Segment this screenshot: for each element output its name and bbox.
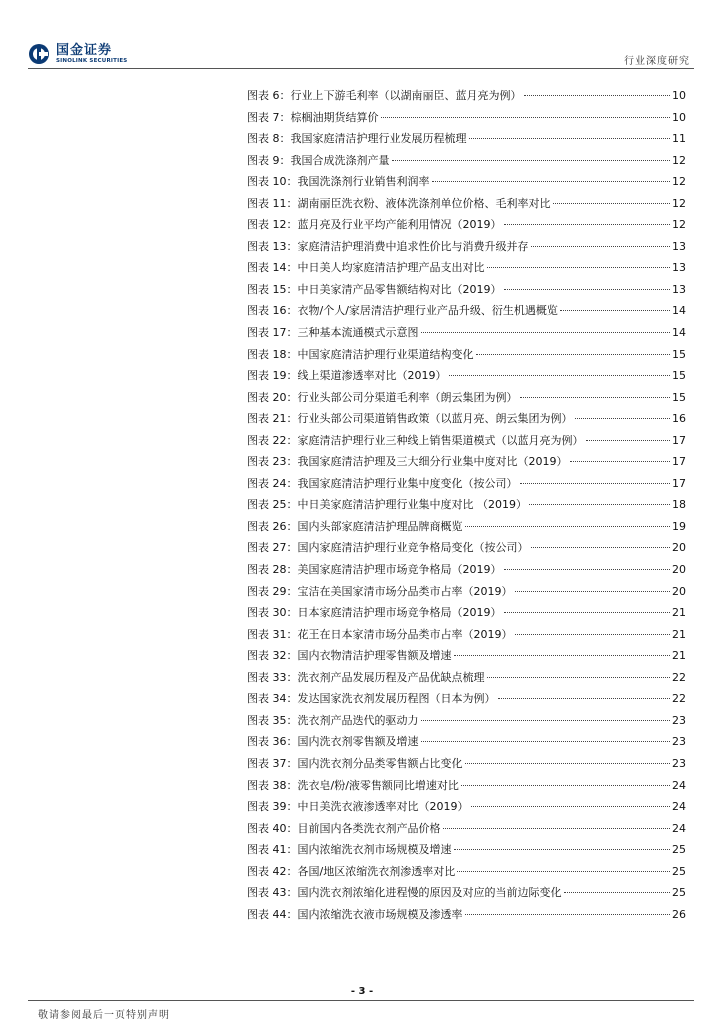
toc-entry-label: 图表 27： <box>247 541 298 555</box>
toc-dot-leader <box>421 332 671 333</box>
toc-entry[interactable] <box>247 518 686 540</box>
toc-entry[interactable] <box>247 389 686 411</box>
toc-entry-title: 家庭清洁护理消费中追求性价比与消费升级并存 <box>297 239 529 253</box>
toc-entry-label: 图表 17： <box>247 326 298 340</box>
toc-entry-title: 宝洁在美国家清市场分品类市占率（2019） <box>297 584 513 598</box>
toc-entry-title: 发达国家洗衣剂发展历程图（日本为例） <box>297 692 496 706</box>
toc-entry-label: 图表 9： <box>247 153 291 167</box>
toc-dot-leader <box>504 224 671 225</box>
toc-entry-title: 目前国内各类洗衣剂产品价格 <box>297 821 441 835</box>
toc-entry-page: 15 <box>672 369 686 383</box>
toc-entry[interactable] <box>247 906 686 928</box>
toc-entry-title: 棕榈油期货结算价 <box>290 110 379 124</box>
toc-entry-page: 10 <box>672 89 686 102</box>
toc-entry-page: 12 <box>672 175 686 189</box>
toc-entry-title: 我国家庭清洁护理行业发展历程梳理 <box>290 132 467 146</box>
logo-chinese-name: 国金证券 <box>56 42 113 58</box>
toc-entry-label: 图表 15： <box>247 282 298 296</box>
toc-entry-label: 图表 23： <box>247 455 298 469</box>
toc-entry[interactable] <box>247 647 686 669</box>
page-header <box>28 38 694 68</box>
toc-entry-label: 图表 43： <box>247 886 298 900</box>
toc-entry[interactable] <box>247 173 686 195</box>
toc-dot-leader <box>504 569 671 570</box>
toc-entry[interactable] <box>247 152 686 174</box>
page-number: - 3 - <box>350 986 374 997</box>
toc-entry-title: 我国家庭清洁护理行业集中度变化（按公司） <box>297 476 518 490</box>
toc-dot-leader <box>560 310 670 311</box>
toc-entry-title: 衣物/个人/家居清洁护理行业产品升级、衍生机遇概览 <box>297 304 558 318</box>
toc-entry-label: 图表 22： <box>247 433 298 447</box>
toc-entry-page: 12 <box>672 218 686 232</box>
toc-entry-page: 12 <box>672 153 686 167</box>
toc-entry[interactable] <box>247 561 686 583</box>
toc-entry-title: 洗衣剂产品发展历程及产品优缺点梳理 <box>297 670 485 684</box>
toc-entry-title: 国内头部家庭清洁护理品牌商概览 <box>297 519 463 533</box>
toc-dot-leader <box>454 849 671 850</box>
toc-entry-page: 16 <box>672 412 686 426</box>
toc-entry-page: 15 <box>672 390 686 404</box>
sinolink-logo-icon <box>28 43 50 65</box>
toc-entry-title: 中国家庭清洁护理行业渠道结构变化 <box>297 347 474 361</box>
toc-dot-leader <box>454 655 671 656</box>
toc-entry-page: 22 <box>672 670 686 684</box>
toc-entry-label: 图表 24： <box>247 476 298 490</box>
toc-entry[interactable] <box>247 690 686 712</box>
toc-entry-title: 中日美家清产品零售额结构对比（2019） <box>297 282 502 296</box>
toc-entry-page: 17 <box>672 433 686 447</box>
toc-entry-page: 20 <box>672 563 686 577</box>
toc-entry[interactable] <box>247 626 686 648</box>
header-divider <box>28 68 694 69</box>
toc-entry-page: 13 <box>672 282 686 296</box>
toc-entry-page: 10 <box>672 110 686 124</box>
toc-dot-leader <box>520 483 671 484</box>
toc-entry[interactable] <box>247 87 686 109</box>
toc-dot-leader <box>531 547 671 548</box>
toc-dot-leader <box>476 354 671 355</box>
toc-entry[interactable] <box>247 216 686 238</box>
toc-entry[interactable] <box>247 238 686 260</box>
toc-dot-leader <box>471 806 671 807</box>
toc-dot-leader <box>487 677 671 678</box>
toc-dot-leader <box>465 526 671 527</box>
toc-entry-page: 13 <box>672 261 686 275</box>
toc-dot-leader <box>421 720 671 721</box>
toc-entry-label: 图表 10： <box>247 175 298 189</box>
toc-entry[interactable] <box>247 281 686 303</box>
toc-entry-label: 图表 31： <box>247 627 298 641</box>
toc-entry-title: 国内洗衣剂浓缩化进程慢的原因及对应的当前边际变化 <box>297 886 562 900</box>
toc-entry-title: 我国洗涤剂行业销售利润率 <box>297 175 430 189</box>
toc-entry-title: 洗衣剂产品迭代的驱动力 <box>297 713 419 727</box>
toc-entry-page: 12 <box>672 196 686 210</box>
toc-entry-label: 图表 35： <box>247 713 298 727</box>
toc-entry-label: 图表 44： <box>247 907 298 921</box>
toc-entry-label: 图表 19： <box>247 369 298 383</box>
toc-entry-title: 行业头部公司分渠道毛利率（朗云集团为例） <box>297 390 518 404</box>
toc-dot-leader <box>586 440 671 441</box>
toc-entry-label: 图表 41： <box>247 843 298 857</box>
toc-entry-page: 23 <box>672 713 686 727</box>
toc-entry-page: 25 <box>672 864 686 878</box>
toc-entry-title: 各国/地区浓缩洗衣剂渗透率对比 <box>297 864 456 878</box>
toc-entry-page: 23 <box>672 756 686 770</box>
toc-dot-leader <box>381 117 671 118</box>
toc-entry-title: 洗衣皂/粉/液零售额同比增速对比 <box>297 778 459 792</box>
toc-entry[interactable] <box>247 496 686 518</box>
toc-entry-page: 25 <box>672 843 686 857</box>
toc-entry-page: 24 <box>672 778 686 792</box>
table-of-figures <box>247 87 686 927</box>
toc-entry-page: 21 <box>672 627 686 641</box>
toc-dot-leader <box>487 267 671 268</box>
toc-dot-leader <box>498 698 671 699</box>
toc-entry-label: 图表 42： <box>247 864 298 878</box>
toc-entry-label: 图表 34： <box>247 692 298 706</box>
toc-entry[interactable] <box>247 195 686 217</box>
toc-entry-label: 图表 33： <box>247 670 298 684</box>
toc-entry[interactable] <box>247 367 686 389</box>
toc-dot-leader <box>461 785 670 786</box>
toc-dot-leader <box>515 634 671 635</box>
toc-entry-title: 我国合成洗涤剂产量 <box>290 153 390 167</box>
toc-entry-title: 中日美家庭清洁护理行业集中度对比 （2019） <box>297 498 527 512</box>
toc-entry-title: 中日美洗衣液渗透率对比（2019） <box>297 800 469 814</box>
toc-entry[interactable] <box>247 324 686 346</box>
toc-entry-title: 国内家庭清洁护理行业竞争格局变化（按公司） <box>297 541 529 555</box>
toc-entry[interactable] <box>247 777 686 799</box>
toc-entry-page: 13 <box>672 239 686 253</box>
toc-entry-label: 图表 26： <box>247 519 298 533</box>
toc-dot-leader <box>449 375 671 376</box>
toc-entry[interactable] <box>247 755 686 777</box>
toc-entry-label: 图表 6： <box>247 89 291 102</box>
toc-entry-page: 17 <box>672 476 686 490</box>
toc-dot-leader <box>529 504 670 505</box>
toc-entry-page: 15 <box>672 347 686 361</box>
toc-dot-leader <box>524 95 671 96</box>
toc-entry[interactable] <box>247 604 686 626</box>
toc-entry[interactable] <box>247 539 686 561</box>
footer-divider <box>28 1000 694 1001</box>
toc-entry-title: 中日美人均家庭清洁护理产品支出对比 <box>297 261 485 275</box>
toc-dot-leader <box>465 763 671 764</box>
toc-entry-title: 国内洗衣剂分品类零售额占比变化 <box>297 756 463 770</box>
toc-entry-page: 14 <box>672 326 686 340</box>
toc-entry-label: 图表 36： <box>247 735 298 749</box>
toc-dot-leader <box>392 160 671 161</box>
toc-entry[interactable] <box>247 475 686 497</box>
logo-english-name: SINOLINK SECURITIES <box>56 57 128 64</box>
toc-entry-label: 图表 39： <box>247 800 298 814</box>
toc-entry[interactable] <box>247 453 686 475</box>
toc-entry-label: 图表 8： <box>247 132 291 146</box>
toc-entry-title: 家庭清洁护理行业三种线上销售渠道模式（以蓝月亮为例） <box>297 433 584 447</box>
sinolink-logo <box>28 41 127 67</box>
toc-entry[interactable] <box>247 302 686 324</box>
toc-entry-label: 图表 37： <box>247 756 298 770</box>
toc-entry[interactable] <box>247 259 686 281</box>
toc-entry-page: 14 <box>672 304 686 318</box>
toc-dot-leader <box>504 289 671 290</box>
toc-entry-label: 图表 21： <box>247 412 298 426</box>
toc-entry-label: 图表 20： <box>247 390 298 404</box>
toc-entry-title: 行业上下游毛利率（以湖南丽臣、蓝月亮为例） <box>290 89 522 102</box>
toc-entry-page: 18 <box>672 498 686 512</box>
toc-entry-title: 线上渠道渗透率对比（2019） <box>297 369 447 383</box>
toc-entry-title: 我国家庭清洁护理及三大细分行业集中度对比（2019） <box>297 455 568 469</box>
toc-dot-leader <box>520 397 671 398</box>
toc-entry-label: 图表 40： <box>247 821 298 835</box>
toc-entry-label: 图表 32： <box>247 649 298 663</box>
toc-entry-label: 图表 12： <box>247 218 298 232</box>
toc-entry[interactable] <box>247 583 686 605</box>
toc-entry-title: 国内衣物清洁护理零售额及增速 <box>297 649 452 663</box>
toc-entry[interactable] <box>247 346 686 368</box>
toc-entry-label: 图表 7： <box>247 110 291 124</box>
toc-entry[interactable] <box>247 109 686 131</box>
toc-entry-label: 图表 30： <box>247 606 298 620</box>
toc-dot-leader <box>553 203 671 204</box>
toc-entry-page: 11 <box>672 132 686 146</box>
toc-entry-title: 美国家庭清洁护理市场竞争格局（2019） <box>297 563 502 577</box>
toc-entry-title: 湖南丽臣洗衣粉、液体洗涤剂单位价格、毛利率对比 <box>297 196 551 210</box>
toc-entry-label: 图表 29： <box>247 584 298 598</box>
toc-entry-page: 22 <box>672 692 686 706</box>
toc-entry-title: 国内洗衣剂零售额及增速 <box>297 735 419 749</box>
toc-dot-leader <box>575 418 671 419</box>
toc-entry-page: 20 <box>672 584 686 598</box>
toc-dot-leader <box>564 892 671 893</box>
toc-entry-title: 日本家庭清洁护理市场竞争格局（2019） <box>297 606 502 620</box>
toc-entry[interactable] <box>247 130 686 152</box>
toc-entry-title: 国内浓缩洗衣液市场规模及渗透率 <box>297 907 463 921</box>
toc-entry-label: 图表 13： <box>247 239 298 253</box>
toc-dot-leader <box>457 871 670 872</box>
toc-entry[interactable] <box>247 884 686 906</box>
toc-entry[interactable] <box>247 410 686 432</box>
toc-entry[interactable] <box>247 863 686 885</box>
toc-entry[interactable] <box>247 733 686 755</box>
toc-dot-leader <box>465 914 671 915</box>
toc-dot-leader <box>531 246 671 247</box>
toc-entry-title: 行业头部公司渠道销售政策（以蓝月亮、朗云集团为例） <box>297 412 573 426</box>
toc-dot-leader <box>469 138 671 139</box>
toc-entry-label: 图表 16： <box>247 304 298 318</box>
toc-dot-leader <box>515 591 671 592</box>
toc-dot-leader <box>570 461 671 462</box>
toc-entry-label: 图表 14： <box>247 261 298 275</box>
toc-entry-title: 花王在日本家清市场分品类市占率（2019） <box>297 627 513 641</box>
toc-entry-page: 17 <box>672 455 686 469</box>
toc-entry[interactable] <box>247 669 686 691</box>
toc-entry-page: 21 <box>672 606 686 620</box>
toc-entry-label: 图表 28： <box>247 563 298 577</box>
toc-dot-leader <box>504 612 671 613</box>
toc-dot-leader <box>432 181 671 182</box>
toc-entry-page: 21 <box>672 649 686 663</box>
toc-entry-page: 24 <box>672 800 686 814</box>
toc-entry[interactable] <box>247 820 686 842</box>
toc-entry-page: 23 <box>672 735 686 749</box>
toc-entry[interactable] <box>247 432 686 454</box>
toc-entry-label: 图表 25： <box>247 498 298 512</box>
toc-dot-leader <box>421 741 671 742</box>
toc-entry-page: 20 <box>672 541 686 555</box>
toc-entry-label: 图表 18： <box>247 347 298 361</box>
toc-entry[interactable] <box>247 712 686 734</box>
toc-entry-page: 25 <box>672 886 686 900</box>
toc-entry-label: 图表 38： <box>247 778 298 792</box>
report-type-label: 行业深度研究 <box>624 56 690 67</box>
toc-entry-page: 19 <box>672 519 686 533</box>
toc-entry-title: 国内浓缩洗衣剂市场规模及增速 <box>297 843 452 857</box>
toc-entry[interactable] <box>247 798 686 820</box>
toc-dot-leader <box>443 828 671 829</box>
toc-entry-page: 26 <box>672 907 686 921</box>
toc-entry-page: 24 <box>672 821 686 835</box>
toc-entry[interactable] <box>247 841 686 863</box>
toc-entry-label: 图表 11： <box>247 196 298 210</box>
disclaimer-note: 敬请参阅最后一页特别声明 <box>38 1010 170 1021</box>
toc-entry-title: 三种基本流通模式示意图 <box>297 326 419 340</box>
toc-entry-title: 蓝月亮及行业平均产能利用情况（2019） <box>297 218 502 232</box>
